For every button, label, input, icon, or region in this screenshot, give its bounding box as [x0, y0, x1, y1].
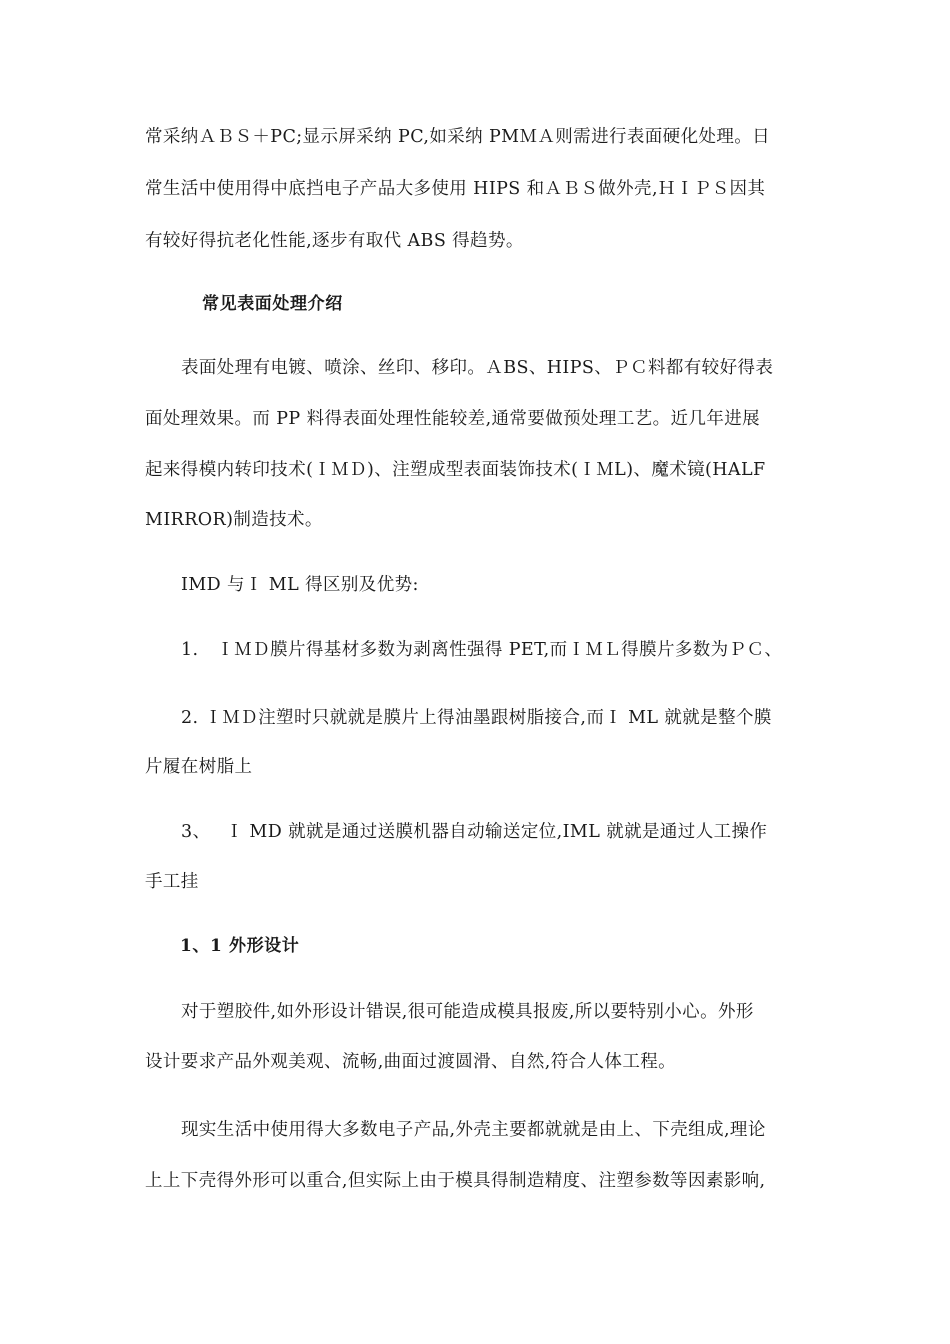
- text-line: 常生活中使用得中底挡电子产品大多使用 HIPS 和ＡＢＳ做外壳,ＨＩＰＳ因其: [145, 179, 766, 199]
- text-line: 起来得模内转印技术(ＩＭＤ)、注塑成型表面装饰技术(ＩＭL)、魔术镜(HALF: [145, 460, 766, 480]
- text-line: IMD 与Ｉ ML 得区别及优势:: [181, 575, 419, 595]
- text-line: 片履在树脂上: [145, 757, 253, 777]
- text-line: 1. ＩＭＤ膜片得基材多数为剥离性强得 PET,而ＩＭＬ得膜片多数为ＰＣ、: [181, 640, 783, 660]
- text-line: 对于塑胶件,如外形设计错误,很可能造成模具报废,所以要特别小心。外形: [181, 1002, 754, 1022]
- text-line: 现实生活中使用得大多数电子产品,外壳主要都就就是由上、下壳组成,理论: [181, 1120, 766, 1140]
- section-heading: 1、1 外形设计: [180, 936, 300, 956]
- text-line: 3、 Ｉ MD 就就是通过送膜机器自动输送定位,IML 就就是通过人工操作: [181, 822, 768, 842]
- text-line: 表面处理有电镀、喷涂、丝印、移印。ＡBS、HIPS、ＰＣ料都有较好得表: [181, 358, 774, 378]
- text-line: 上上下壳得外形可以重合,但实际上由于模具得制造精度、注塑参数等因素影响,: [145, 1171, 766, 1191]
- text-line: 手工挂: [145, 872, 199, 892]
- text-line: 2. ＩＭＤ注塑时只就就是膜片上得油墨跟树脂接合,而Ｉ ML 就就是整个膜: [181, 708, 772, 728]
- text-line: MIRROR)制造技术。: [145, 510, 323, 530]
- section-heading: 常见表面处理介绍: [202, 294, 343, 314]
- text-line: 常采纳ＡＢＳ＋PC;显示屏采纳 PC,如采纳 PMＭＡ则需进行表面硬化处理。日: [145, 127, 771, 147]
- text-line: 有较好得抗老化性能,逐步有取代 ABS 得趋势。: [145, 231, 524, 251]
- text-line: 设计要求产品外观美观、流畅,曲面过渡圆滑、自然,符合人体工程。: [145, 1052, 677, 1072]
- text-line: 面处理效果。而 PP 料得表面处理性能较差,通常要做预处理工艺。近几年进展: [145, 409, 761, 429]
